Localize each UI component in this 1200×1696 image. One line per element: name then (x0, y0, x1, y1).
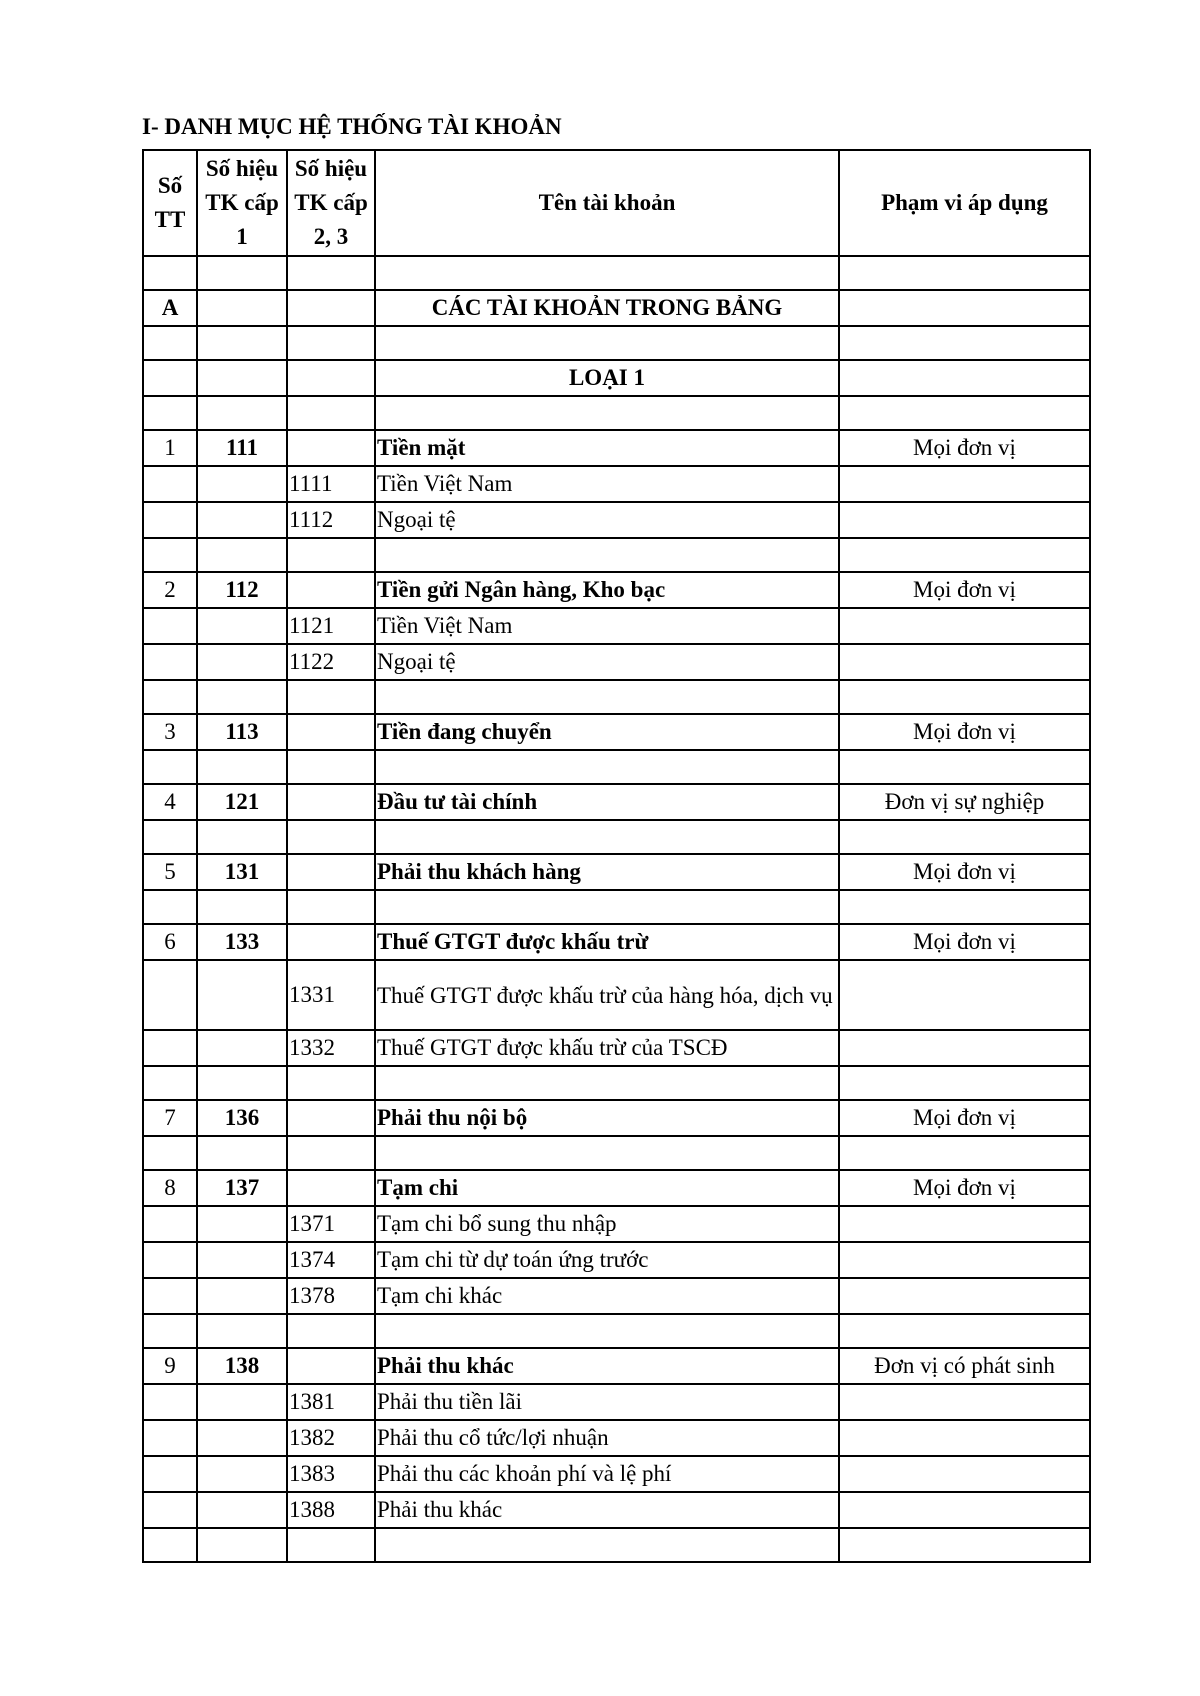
cell-scope (839, 1492, 1090, 1528)
cell-scope (839, 1314, 1090, 1348)
cell-stt: A (143, 290, 197, 326)
cell-account-name: CÁC TÀI KHOẢN TRONG BẢNG (375, 290, 839, 326)
table-row (143, 924, 1090, 960)
cell-stt: 1 (143, 430, 197, 466)
table-row (143, 1206, 1090, 1242)
cell-account-level23 (287, 290, 375, 326)
cell-account-level1 (197, 396, 287, 430)
cell-stt: 3 (143, 714, 197, 750)
table-row (143, 680, 1090, 714)
cell-account-level23: 1374 (287, 1242, 375, 1278)
table-body (143, 256, 1090, 1562)
cell-account-name (375, 1136, 839, 1170)
cell-account-name (375, 820, 839, 854)
cell-scope (839, 680, 1090, 714)
cell-account-name (375, 1528, 839, 1562)
cell-stt (143, 1528, 197, 1562)
cell-account-level1 (197, 1492, 287, 1528)
cell-account-level23 (287, 924, 375, 960)
cell-scope: Mọi đơn vị (839, 924, 1090, 960)
cell-account-level23 (287, 1348, 375, 1384)
cell-stt (143, 1136, 197, 1170)
cell-account-name (375, 1066, 839, 1100)
table-row (143, 1528, 1090, 1562)
cell-account-level1 (197, 326, 287, 360)
cell-account-name: Ngoại tệ (375, 644, 839, 680)
table-row (143, 1242, 1090, 1278)
cell-account-name: Tiền Việt Nam (375, 466, 839, 502)
cell-account-level1 (197, 890, 287, 924)
table-row (143, 1278, 1090, 1314)
cell-stt (143, 1278, 197, 1314)
table-row (143, 1100, 1090, 1136)
cell-scope (839, 890, 1090, 924)
cell-account-level23: 1122 (287, 644, 375, 680)
cell-account-name: Ngoại tệ (375, 502, 839, 538)
cell-scope (839, 290, 1090, 326)
cell-scope: Mọi đơn vị (839, 572, 1090, 608)
cell-account-level23 (287, 1170, 375, 1206)
cell-account-name: Phải thu tiền lãi (375, 1384, 839, 1420)
cell-account-level1: 111 (197, 430, 287, 466)
cell-stt (143, 466, 197, 502)
cell-account-name (375, 396, 839, 430)
cell-account-level23 (287, 430, 375, 466)
header-stt: Số TT (143, 150, 197, 256)
cell-account-name: Đầu tư tài chính (375, 784, 839, 820)
cell-stt (143, 750, 197, 784)
cell-scope (839, 1242, 1090, 1278)
cell-scope (839, 466, 1090, 502)
cell-scope: Mọi đơn vị (839, 1170, 1090, 1206)
table-row (143, 890, 1090, 924)
cell-scope (839, 502, 1090, 538)
cell-stt: 2 (143, 572, 197, 608)
cell-stt (143, 326, 197, 360)
cell-account-level1 (197, 256, 287, 290)
cell-stt (143, 1066, 197, 1100)
cell-stt (143, 1314, 197, 1348)
table-row (143, 326, 1090, 360)
table-row (143, 1314, 1090, 1348)
cell-stt (143, 396, 197, 430)
cell-scope (839, 396, 1090, 430)
cell-account-level1 (197, 750, 287, 784)
table-row (143, 854, 1090, 890)
cell-scope: Mọi đơn vị (839, 714, 1090, 750)
cell-scope (839, 1136, 1090, 1170)
cell-account-level1 (197, 1384, 287, 1420)
cell-scope (839, 750, 1090, 784)
cell-account-level23: 1121 (287, 608, 375, 644)
cell-scope (839, 1384, 1090, 1420)
cell-scope (839, 1456, 1090, 1492)
cell-stt (143, 1206, 197, 1242)
cell-stt (143, 1030, 197, 1066)
header-scope: Phạm vi áp dụng (839, 150, 1090, 256)
cell-account-name: Phải thu nội bộ (375, 1100, 839, 1136)
cell-account-level1: 138 (197, 1348, 287, 1384)
cell-scope: Mọi đơn vị (839, 1100, 1090, 1136)
cell-stt (143, 538, 197, 572)
table-row (143, 1348, 1090, 1384)
cell-account-level1 (197, 1030, 287, 1066)
header-account-level1: Số hiệu TK cấp 1 (197, 150, 287, 256)
table-row (143, 1456, 1090, 1492)
cell-scope: Đơn vị sự nghiệp (839, 784, 1090, 820)
cell-stt (143, 890, 197, 924)
cell-account-name: Phải thu cổ tức/lợi nhuận (375, 1420, 839, 1456)
cell-scope (839, 1206, 1090, 1242)
cell-account-level1 (197, 1528, 287, 1562)
cell-stt (143, 1420, 197, 1456)
cell-account-level23 (287, 538, 375, 572)
cell-account-level23 (287, 1136, 375, 1170)
cell-scope: Mọi đơn vị (839, 430, 1090, 466)
cell-scope (839, 644, 1090, 680)
cell-scope (839, 1420, 1090, 1456)
cell-account-level1 (197, 1136, 287, 1170)
cell-account-level1 (197, 960, 287, 1030)
table-row (143, 256, 1090, 290)
cell-scope (839, 1030, 1090, 1066)
cell-account-level23: 1383 (287, 1456, 375, 1492)
table-row (143, 714, 1090, 750)
cell-account-name (375, 1314, 839, 1348)
cell-account-name: Tạm chi từ dự toán ứng trước (375, 1242, 839, 1278)
cell-account-level23 (287, 820, 375, 854)
table-row (143, 1420, 1090, 1456)
cell-scope (839, 1528, 1090, 1562)
cell-scope: Mọi đơn vị (839, 854, 1090, 890)
cell-account-level1 (197, 290, 287, 326)
cell-account-level1 (197, 1242, 287, 1278)
cell-account-level23 (287, 1066, 375, 1100)
table-row (143, 784, 1090, 820)
cell-account-level1: 121 (197, 784, 287, 820)
cell-account-level1 (197, 680, 287, 714)
table-row (143, 290, 1090, 326)
cell-account-level23 (287, 714, 375, 750)
cell-account-name (375, 326, 839, 360)
cell-account-level23 (287, 854, 375, 890)
cell-account-level1 (197, 644, 287, 680)
cell-account-level23 (287, 1314, 375, 1348)
table-row (143, 1170, 1090, 1206)
cell-stt: 9 (143, 1348, 197, 1384)
cell-account-level23 (287, 750, 375, 784)
cell-account-name: Tiền mặt (375, 430, 839, 466)
cell-account-level23: 1378 (287, 1278, 375, 1314)
cell-account-name: Phải thu khác (375, 1492, 839, 1528)
cell-stt: 4 (143, 784, 197, 820)
cell-account-level23 (287, 256, 375, 290)
cell-account-level23: 1111 (287, 466, 375, 502)
cell-account-name: Phải thu khác (375, 1348, 839, 1384)
cell-account-name: Phải thu khách hàng (375, 854, 839, 890)
cell-account-level1 (197, 1206, 287, 1242)
header-account-level23: Số hiệu TK cấp 2, 3 (287, 150, 375, 256)
cell-stt: 8 (143, 1170, 197, 1206)
cell-account-name (375, 256, 839, 290)
cell-account-level23: 1112 (287, 502, 375, 538)
cell-account-level1 (197, 538, 287, 572)
table-row (143, 608, 1090, 644)
cell-scope (839, 326, 1090, 360)
cell-account-level1 (197, 608, 287, 644)
cell-stt (143, 820, 197, 854)
cell-account-level23 (287, 572, 375, 608)
cell-account-name (375, 538, 839, 572)
cell-stt (143, 608, 197, 644)
cell-account-level23: 1382 (287, 1420, 375, 1456)
cell-account-level23 (287, 360, 375, 396)
table-row (143, 1384, 1090, 1420)
cell-account-level1 (197, 1314, 287, 1348)
table-row (143, 466, 1090, 502)
cell-account-level1 (197, 360, 287, 396)
cell-account-level23 (287, 680, 375, 714)
cell-account-name: Phải thu các khoản phí và lệ phí (375, 1456, 839, 1492)
cell-account-level23 (287, 326, 375, 360)
table-row (143, 960, 1090, 1030)
cell-scope (839, 1066, 1090, 1100)
cell-stt (143, 680, 197, 714)
cell-scope (839, 538, 1090, 572)
cell-stt (143, 1456, 197, 1492)
cell-account-level1 (197, 820, 287, 854)
cell-stt (143, 644, 197, 680)
cell-stt (143, 960, 197, 1030)
cell-scope: Đơn vị có phát sinh (839, 1348, 1090, 1384)
table-row (143, 644, 1090, 680)
table-row (143, 820, 1090, 854)
cell-account-level23: 1381 (287, 1384, 375, 1420)
cell-stt (143, 502, 197, 538)
table-row (143, 750, 1090, 784)
cell-account-name: Tiền Việt Nam (375, 608, 839, 644)
cell-account-level23 (287, 784, 375, 820)
cell-account-level1: 113 (197, 714, 287, 750)
cell-stt (143, 1384, 197, 1420)
cell-account-name: Thuế GTGT được khấu trừ của hàng hóa, dịch vụ (375, 960, 839, 1030)
table-row (143, 430, 1090, 466)
cell-account-name: LOẠI 1 (375, 360, 839, 396)
cell-scope (839, 608, 1090, 644)
cell-account-level1: 136 (197, 1100, 287, 1136)
cell-scope (839, 1278, 1090, 1314)
cell-account-level23: 1371 (287, 1206, 375, 1242)
cell-account-name: Thuế GTGT được khấu trừ (375, 924, 839, 960)
cell-account-name: Tạm chi bổ sung thu nhập (375, 1206, 839, 1242)
cell-account-level1: 131 (197, 854, 287, 890)
cell-account-name (375, 890, 839, 924)
cell-account-level1: 133 (197, 924, 287, 960)
cell-account-level1 (197, 466, 287, 502)
cell-account-level1 (197, 1066, 287, 1100)
cell-account-name: Tiền đang chuyển (375, 714, 839, 750)
cell-account-name (375, 680, 839, 714)
account-table (142, 149, 1091, 1563)
cell-scope (839, 360, 1090, 396)
table-row (143, 1492, 1090, 1528)
table-row (143, 1136, 1090, 1170)
table-row (143, 502, 1090, 538)
cell-account-level1 (197, 1278, 287, 1314)
cell-account-level23: 1331 (287, 960, 375, 1030)
cell-account-level1: 112 (197, 572, 287, 608)
cell-account-level23: 1332 (287, 1030, 375, 1066)
cell-account-level23: 1388 (287, 1492, 375, 1528)
cell-stt: 6 (143, 924, 197, 960)
table-row (143, 1030, 1090, 1066)
table-row (143, 360, 1090, 396)
header-account-name: Tên tài khoản (375, 150, 839, 256)
cell-account-level23 (287, 890, 375, 924)
cell-stt: 7 (143, 1100, 197, 1136)
document-title: I- DANH MỤC HỆ THỐNG TÀI KHOẢN (142, 114, 562, 139)
cell-account-level23 (287, 1100, 375, 1136)
cell-stt (143, 1242, 197, 1278)
cell-account-name: Thuế GTGT được khấu trừ của TSCĐ (375, 1030, 839, 1066)
cell-account-name (375, 750, 839, 784)
cell-account-name: Tạm chi (375, 1170, 839, 1206)
cell-account-name: Tiền gửi Ngân hàng, Kho bạc (375, 572, 839, 608)
table-row (143, 572, 1090, 608)
cell-stt (143, 360, 197, 396)
cell-account-level1 (197, 1456, 287, 1492)
cell-account-level1 (197, 1420, 287, 1456)
table-header-row (143, 150, 1090, 256)
cell-account-level23 (287, 396, 375, 430)
table-row (143, 1066, 1090, 1100)
cell-account-level23 (287, 1528, 375, 1562)
cell-scope (839, 960, 1090, 1030)
table-row (143, 538, 1090, 572)
cell-stt (143, 1492, 197, 1528)
cell-account-name: Tạm chi khác (375, 1278, 839, 1314)
cell-account-level1: 137 (197, 1170, 287, 1206)
cell-stt: 5 (143, 854, 197, 890)
cell-stt (143, 256, 197, 290)
cell-scope (839, 820, 1090, 854)
cell-account-level1 (197, 502, 287, 538)
cell-scope (839, 256, 1090, 290)
table-row (143, 396, 1090, 430)
